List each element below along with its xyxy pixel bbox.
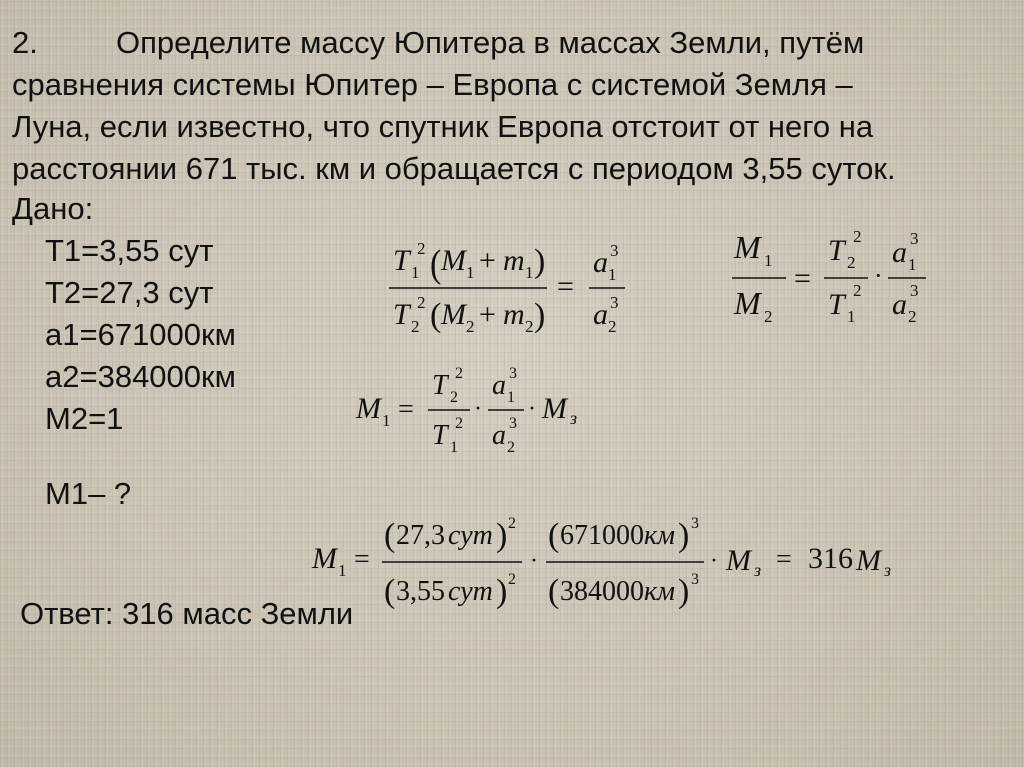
- svg-text:2: 2: [508, 515, 516, 532]
- svg-text:T: T: [393, 244, 410, 277]
- svg-text:2: 2: [908, 307, 917, 326]
- problem-line: сравнения системы Юпитер – Европа с системой Земля –: [12, 67, 853, 102]
- svg-text:2: 2: [853, 227, 862, 246]
- svg-text:·: ·: [528, 396, 536, 422]
- svg-text:(: (: [548, 517, 560, 554]
- given-item: Т2=27,3 сут: [45, 275, 214, 310]
- svg-text:км: км: [644, 520, 675, 551]
- svg-text:3: 3: [910, 281, 919, 300]
- svg-text:+: +: [479, 298, 496, 331]
- svg-text:2: 2: [417, 239, 426, 258]
- given-item: а1=671000км: [45, 317, 236, 352]
- svg-text:): ): [534, 243, 546, 280]
- svg-text:2: 2: [417, 293, 426, 312]
- svg-text:1: 1: [764, 251, 773, 270]
- svg-text:1: 1: [908, 255, 917, 274]
- svg-text:M: M: [726, 544, 751, 577]
- formula-kepler-ratio: [385, 228, 645, 336]
- svg-text:M: M: [856, 544, 881, 577]
- svg-text:3: 3: [509, 365, 517, 382]
- svg-text:M: M: [312, 542, 337, 575]
- svg-text:1: 1: [411, 263, 420, 282]
- svg-text:1: 1: [466, 263, 475, 282]
- problem-line: 2. Определите массу Юпитера в массах Земли, путём: [12, 22, 1012, 64]
- svg-text:·: ·: [530, 548, 538, 574]
- svg-text:T: T: [432, 420, 448, 451]
- svg-text:3: 3: [610, 293, 619, 312]
- given-item: Т1=3,55 сут: [45, 233, 214, 268]
- svg-text:з: з: [884, 560, 892, 580]
- svg-text:T: T: [393, 298, 410, 331]
- svg-text:): ): [496, 517, 508, 554]
- svg-text:3: 3: [691, 515, 699, 532]
- svg-text:1: 1: [525, 263, 534, 282]
- svg-text:m: m: [503, 298, 525, 331]
- svg-text:=: =: [776, 544, 792, 575]
- svg-text:2: 2: [411, 317, 420, 336]
- svg-text:): ): [534, 297, 546, 334]
- given-title: Дано:: [12, 191, 94, 226]
- svg-text:a: a: [593, 246, 608, 279]
- svg-text:a: a: [492, 370, 506, 401]
- problem-number: 2.: [12, 25, 38, 60]
- svg-text:M: M: [441, 244, 466, 277]
- svg-text:m: m: [503, 244, 525, 277]
- svg-text:384000: 384000: [560, 576, 644, 607]
- svg-text:): ): [496, 573, 508, 610]
- svg-text:a: a: [492, 420, 506, 451]
- svg-text:3,55: 3,55: [396, 576, 445, 607]
- svg-text:=: =: [794, 262, 811, 295]
- problem-line: Луна, если известно, что спутник Европа отстоит от него на: [12, 109, 874, 144]
- svg-text:2: 2: [764, 307, 773, 326]
- svg-text:27,3: 27,3: [396, 520, 445, 551]
- answer-text: Ответ: 316 масс Земли: [20, 596, 354, 631]
- svg-text:2: 2: [525, 317, 534, 336]
- svg-text:1: 1: [608, 265, 617, 284]
- given-item: М2=1: [45, 401, 124, 436]
- svg-text:2: 2: [608, 317, 617, 336]
- svg-text:км: км: [644, 576, 675, 607]
- formula-mass-ratio: [728, 218, 943, 330]
- svg-text:(: (: [430, 297, 442, 334]
- svg-text:M: M: [542, 392, 567, 425]
- problem-statement: [12, 22, 1012, 190]
- svg-text:2: 2: [455, 365, 463, 382]
- svg-text:+: +: [479, 244, 496, 277]
- svg-text:2: 2: [466, 317, 475, 336]
- svg-text:M: M: [356, 392, 381, 425]
- svg-text:(: (: [384, 517, 396, 554]
- svg-text:3: 3: [509, 415, 517, 432]
- svg-text:3: 3: [691, 571, 699, 588]
- svg-text:сут: сут: [448, 520, 493, 551]
- svg-text:1: 1: [507, 389, 515, 406]
- svg-text:1: 1: [382, 411, 391, 430]
- svg-text:M: M: [734, 229, 761, 265]
- svg-text:сут: сут: [448, 576, 493, 607]
- svg-text:(: (: [430, 241, 442, 286]
- svg-text:2: 2: [508, 571, 516, 588]
- svg-text:2: 2: [455, 415, 463, 432]
- svg-text:1: 1: [450, 439, 458, 456]
- svg-text:(: (: [548, 573, 560, 610]
- unknown-quantity: М1– ?: [45, 476, 132, 511]
- svg-text:a: a: [892, 236, 907, 269]
- svg-text:(: (: [384, 573, 396, 610]
- svg-text:3: 3: [610, 241, 619, 260]
- svg-text:a: a: [593, 298, 608, 331]
- svg-text:2: 2: [507, 439, 515, 456]
- svg-text:=: =: [398, 394, 414, 425]
- svg-text:з: з: [570, 408, 578, 428]
- svg-text:T: T: [828, 288, 845, 321]
- given-item: а2=384000км: [45, 359, 236, 394]
- svg-text:316: 316: [808, 542, 853, 575]
- svg-text:=: =: [557, 270, 574, 303]
- svg-text:3: 3: [910, 229, 919, 248]
- svg-text:=: =: [354, 544, 370, 575]
- svg-text:1: 1: [847, 307, 856, 326]
- formula-m1-expression: [352, 360, 592, 460]
- svg-text:з: з: [754, 560, 762, 580]
- problem-line: расстоянии 671 тыс. км и обращается с периодом 3,55 суток.: [12, 151, 896, 186]
- svg-text:M: M: [734, 285, 761, 321]
- svg-text:2: 2: [450, 389, 458, 406]
- formula-calculation: [308, 508, 928, 618]
- svg-text:2: 2: [847, 253, 856, 272]
- svg-text:·: ·: [710, 548, 718, 574]
- svg-text:1: 1: [338, 561, 347, 580]
- svg-text:671000: 671000: [560, 520, 644, 551]
- given-block: [12, 188, 236, 440]
- svg-text:T: T: [828, 234, 845, 267]
- svg-text:): ): [678, 573, 690, 610]
- svg-text:a: a: [892, 288, 907, 321]
- svg-text:M: M: [441, 298, 466, 331]
- svg-text:T: T: [432, 370, 448, 401]
- svg-text:·: ·: [474, 396, 482, 422]
- svg-text:2: 2: [853, 281, 862, 300]
- svg-text:·: ·: [874, 261, 883, 290]
- svg-text:): ): [678, 517, 690, 554]
